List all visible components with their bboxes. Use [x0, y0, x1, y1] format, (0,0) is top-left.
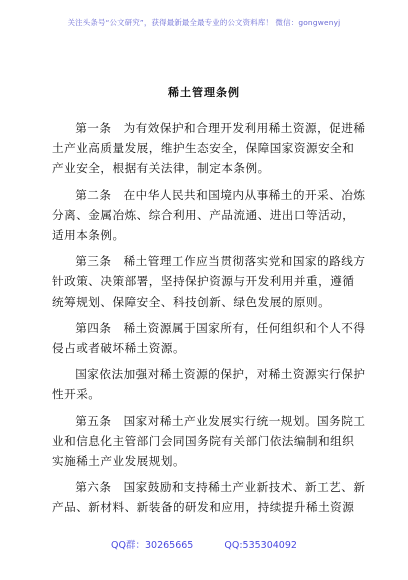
- text-line: 分离、金属冶炼、综合利用、产品流通、进出口等活动，: [52, 207, 355, 222]
- article-paragraph: [52, 364, 364, 404]
- text-line: 国家依法加强对稀土资源的保护，对稀土资源实行保护: [75, 367, 366, 382]
- text-line: 土产业高质量发展，维护生态安全，保障国家资源安全和: [52, 141, 355, 156]
- text-line: 统筹规划、保障安全、科技创新、绿色发展的原则。: [52, 294, 331, 309]
- article-paragraph: [52, 477, 364, 517]
- qq-contact-text: QQ:535304092: [224, 540, 297, 551]
- footer: [0, 537, 408, 551]
- article-paragraph: [52, 411, 364, 472]
- text-line: 性开采。: [52, 387, 101, 402]
- text-line: 第六条 国家鼓励和支持稀土产业新技术、新工艺、新: [75, 480, 366, 495]
- article-paragraph: [52, 118, 364, 179]
- document-body: [52, 118, 364, 524]
- article-paragraph: [52, 185, 364, 246]
- text-line: 第三条 稀土管理工作应当贯彻落实党和国家的路线方: [75, 254, 366, 269]
- header-banner: 关注头条号“公文研究”，获得最新最全最专业的公文资料库！ 微信：gongwenyj: [67, 18, 341, 27]
- text-line: 第一条 为有效保护和合理开发利用稀土资源，促进稀: [75, 121, 366, 135]
- text-line: 第四条 稀土资源属于国家所有，任何组织和个人不得: [75, 320, 366, 335]
- text-line: 适用本条例。: [52, 228, 125, 243]
- text-line: 第二条 在中华人民共和国境内从事稀土的开采、冶炼: [75, 187, 366, 202]
- article-paragraph: [52, 318, 364, 358]
- qq-group-text: QQ群：30265665: [111, 540, 194, 551]
- text-line: 针政策、决策部署，坚持保护资源与开发利用并重，遵循: [52, 274, 355, 289]
- document-title: 稀土管理条例: [168, 86, 240, 99]
- text-line: 实施稀土产业发展规划。: [52, 454, 186, 469]
- text-line: 第五条 国家对稀土产业发展实行统一规划。国务院工: [75, 413, 366, 428]
- text-line: 侵占或者破坏稀土资源。: [52, 341, 186, 356]
- text-line: 产业安全，根据有关法律，制定本条例。: [52, 161, 270, 176]
- text-line: 产品、新材料、新装备的研发和应用，持续提升稀土资源: [52, 500, 355, 515]
- text-line: 业和信息化主管部门会同国务院有关部门依法编制和组织: [52, 433, 355, 448]
- article-paragraph: [52, 251, 364, 312]
